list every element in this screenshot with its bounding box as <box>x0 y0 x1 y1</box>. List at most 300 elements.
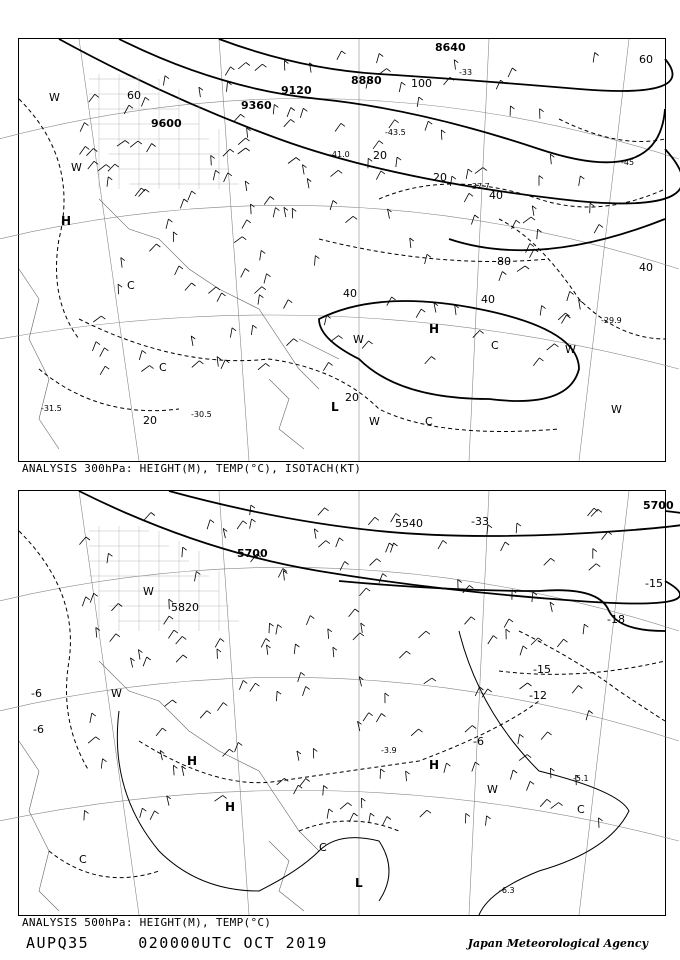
wind-barb-flag <box>548 732 552 735</box>
height-label-5700-a: 5700 <box>237 547 268 560</box>
wind-barb-flag <box>421 309 425 312</box>
wind-barb-flag <box>291 119 295 122</box>
wind-barb-shaft <box>327 809 329 819</box>
wind-barb-shaft <box>96 628 97 638</box>
wind-barb-shaft <box>86 149 93 156</box>
wind-barb-shaft <box>454 60 455 70</box>
wind-barb-flag <box>387 69 391 72</box>
upper-isotherms <box>19 99 665 432</box>
temp-label-lower-4: -15 <box>533 663 551 676</box>
wind-barb-flag <box>428 121 432 124</box>
wind-barb-shaft <box>475 168 483 174</box>
low-center-upper: L <box>331 400 339 414</box>
wind-barb-flag <box>101 316 105 319</box>
wind-barb-shaft <box>370 559 377 566</box>
lower-chart-panel <box>18 490 674 916</box>
wind-barb-shaft <box>217 293 222 302</box>
wind-barb-shaft <box>286 339 293 346</box>
wind-barb-shaft <box>261 639 266 648</box>
wind-barb-shaft <box>225 67 230 76</box>
lower-chart-map <box>19 491 674 915</box>
warm-marker-upper-6: W <box>611 403 622 416</box>
wind-barb-flag <box>274 104 278 107</box>
wind-barb-flag <box>142 350 146 353</box>
warm-marker-lower-1: W <box>111 687 122 700</box>
wind-barb-flag <box>301 672 305 675</box>
wind-barb-shaft <box>363 713 369 721</box>
wind-barb-flag <box>86 537 90 540</box>
wind-barb-flag <box>502 272 506 275</box>
wind-barb-shaft <box>337 51 342 60</box>
wind-barb-flag <box>397 157 401 160</box>
wind-barb-flag <box>96 737 100 740</box>
wind-barb-shaft <box>420 810 427 817</box>
isotach-label-60-a: 60 <box>127 89 141 102</box>
wind-barb-flag <box>520 734 524 737</box>
wind-barb-shaft <box>110 634 116 642</box>
wind-barb-flag <box>103 759 107 762</box>
wind-barb-flag <box>369 713 373 716</box>
temp-label-lower-5: -15 <box>645 577 663 590</box>
wind-barb-flag <box>564 639 568 642</box>
wind-barb-shaft <box>425 254 427 264</box>
wind-barb-flag <box>513 770 517 773</box>
wind-barb-flag <box>241 114 245 117</box>
wind-barb-shaft <box>260 250 262 260</box>
wind-barb-flag <box>125 141 129 144</box>
wind-barb-shaft <box>441 130 442 140</box>
wind-barb-shaft <box>383 817 387 826</box>
wind-barb-shaft <box>98 165 106 171</box>
wind-barb-shaft <box>242 220 247 229</box>
temp-label-upper-5: -45 <box>621 158 635 167</box>
wind-barb-flag <box>92 713 96 716</box>
wind-barb-shaft <box>223 149 230 156</box>
wind-barb-flag <box>512 68 516 71</box>
wind-barb-flag <box>471 617 475 620</box>
wind-barb-shaft <box>557 639 563 647</box>
wind-barb-shaft <box>533 358 539 366</box>
wind-barb-flag <box>192 191 196 194</box>
wind-barb-flag <box>245 269 249 272</box>
height-label-8880: 8880 <box>351 74 382 87</box>
wind-barb-flag <box>326 541 330 544</box>
wind-barb-flag <box>426 631 430 634</box>
wind-barb-shaft <box>169 599 170 609</box>
wind-barb-flag <box>338 170 342 173</box>
wind-barb-flag <box>94 593 98 596</box>
wind-barb-shaft <box>330 201 333 211</box>
wind-barb-flag <box>242 237 246 240</box>
wind-barb-shaft <box>455 305 456 315</box>
wind-barb-shaft <box>121 258 122 268</box>
wind-barb-shaft <box>130 141 138 147</box>
height-label-9120: 9120 <box>281 84 312 97</box>
height-label-5700-b: 5700 <box>643 499 674 512</box>
wind-barb-shaft <box>235 742 239 751</box>
wind-barb-shaft <box>328 629 329 639</box>
chart-product-line <box>26 934 328 952</box>
temp-label-lower-10: -5.1 <box>573 774 589 783</box>
wind-barb-shaft <box>237 521 243 529</box>
wind-barb-flag <box>306 686 310 689</box>
wind-barb-flag <box>370 813 374 816</box>
wind-barb-shaft <box>227 82 228 92</box>
temp-label-lower-9: -3.9 <box>381 746 397 755</box>
temp-label-lower-8: -6 <box>473 735 484 748</box>
wind-barb-shaft <box>399 82 401 92</box>
wind-barb-shaft <box>107 177 108 187</box>
wind-barb-shaft <box>92 342 96 351</box>
low-center-lower: L <box>355 876 363 890</box>
wind-barb-shaft <box>163 76 165 86</box>
wind-barb-flag <box>427 810 431 813</box>
wind-barb-flag <box>183 655 187 658</box>
warm-marker-upper-3: W <box>353 333 364 346</box>
wind-barb-shaft <box>80 123 84 132</box>
wind-barb-flag <box>488 689 492 692</box>
wind-barb-shaft <box>550 154 551 164</box>
wind-barb-shaft <box>540 799 547 806</box>
wind-barb-shaft <box>100 348 105 357</box>
wind-barb-shaft <box>475 687 479 696</box>
wind-barb-flag <box>108 177 112 180</box>
wind-barb-shaft <box>411 729 418 736</box>
wind-barb-flag <box>530 781 534 784</box>
upper-graticule <box>0 39 679 461</box>
cold-center-lower-3: C <box>79 853 87 866</box>
wind-barb-shaft <box>156 728 162 736</box>
lower-thin-contours <box>117 631 629 915</box>
wind-barb-flag <box>220 639 224 642</box>
wind-barb-flag <box>528 683 532 686</box>
wind-barb-flag <box>104 348 108 351</box>
wind-barb-shaft <box>425 357 432 364</box>
wind-barb-flag <box>217 649 221 652</box>
lower-coastline <box>19 661 319 911</box>
isotach-label-20-b: 20 <box>433 171 447 184</box>
wind-barb-flag <box>406 651 410 654</box>
wind-barb-flag <box>341 123 345 126</box>
wind-barb-flag <box>475 215 479 218</box>
wind-barb-flag <box>85 810 89 813</box>
wind-barb-shaft <box>264 197 270 205</box>
wind-barb-shaft <box>100 366 105 375</box>
wind-barb-flag <box>173 765 177 768</box>
wind-barb-shaft <box>368 517 375 525</box>
wind-barb-shaft <box>516 523 517 533</box>
wind-barb-shaft <box>215 639 220 648</box>
wind-barb-flag <box>329 362 333 365</box>
wind-barb-shaft <box>230 328 232 338</box>
wind-barb-flag <box>523 646 527 649</box>
wind-barb-flag <box>275 208 279 211</box>
wind-barb-shaft <box>410 238 411 248</box>
wind-barb-flag <box>327 315 331 318</box>
wind-barb-flag <box>230 67 234 70</box>
analysis-datetime: 020000UTC OCT 2019 <box>138 934 328 952</box>
wind-barb-flag <box>105 366 109 369</box>
wind-barb-shaft <box>276 625 278 635</box>
wind-barb-shaft <box>124 105 129 114</box>
wind-barb-shaft <box>349 609 355 617</box>
wind-barb-flag <box>452 176 456 179</box>
upper-chart-map <box>19 39 665 461</box>
wind-barb-shaft <box>224 173 228 182</box>
wind-barb-shaft <box>537 229 538 239</box>
wind-barb-flag <box>383 574 387 577</box>
lower-chart-caption: ANALYSIS 500hPa: HEIGHT(M), TEMP(°C) <box>22 916 272 929</box>
wind-barb-shaft <box>504 619 509 628</box>
wind-barb-shaft <box>208 287 216 294</box>
temp-label-lower-7: -33 <box>471 515 489 528</box>
wind-barb-shaft <box>180 199 183 208</box>
wind-barb-flag <box>584 624 588 627</box>
wind-barb-shaft <box>373 141 379 149</box>
wind-barb-flag <box>361 798 365 801</box>
temp-label-upper-3: -29.9 <box>601 316 622 325</box>
wind-barb-flag <box>86 597 90 600</box>
wind-barb-flag <box>246 148 250 151</box>
upper-wind-barbs <box>80 51 604 375</box>
wind-barb-flag <box>379 54 383 57</box>
wind-barb-shaft <box>165 700 173 706</box>
cold-center-upper-4: C <box>425 415 433 428</box>
wind-barb-shaft <box>464 193 469 202</box>
wind-barb-flag <box>517 523 521 526</box>
wind-barb-shaft <box>380 769 381 779</box>
isotach-label-80-a: 80 <box>497 255 511 268</box>
wind-barb-shaft <box>255 64 263 71</box>
lower-isotherms <box>19 531 665 878</box>
wind-barb-flag <box>292 208 296 211</box>
wind-barb-shaft <box>593 53 594 63</box>
wind-barb-shaft <box>217 703 223 711</box>
wind-barb-shaft <box>217 357 218 367</box>
high-center-lower-2: H <box>225 800 236 814</box>
wind-barb-flag <box>593 549 597 552</box>
wind-barb-shaft <box>175 266 179 275</box>
wind-barb-flag <box>246 63 250 66</box>
wind-barb-flag <box>324 786 328 789</box>
wind-barb-shaft <box>527 781 531 790</box>
wind-barb-flag <box>252 519 256 522</box>
wind-barb-flag <box>598 509 602 512</box>
wind-barb-flag <box>162 728 166 731</box>
temp-label-lower-6: -18 <box>607 613 625 626</box>
wind-barb-shaft <box>258 363 266 369</box>
wind-barb-shaft <box>589 564 597 571</box>
wind-barb-flag <box>238 742 242 745</box>
wind-barb-flag <box>310 616 314 619</box>
wind-barb-flag <box>165 76 169 79</box>
cold-center-lower-2: C <box>577 803 585 816</box>
wind-barb-flag <box>542 306 546 309</box>
wind-barb-flag <box>431 357 435 360</box>
wind-barb-shaft <box>144 513 151 521</box>
wind-barb-flag <box>377 559 381 562</box>
wind-barb-shaft <box>444 763 447 773</box>
wind-barb-shaft <box>473 330 480 337</box>
wind-barb-shaft <box>416 309 421 318</box>
upper-coastline <box>19 199 339 449</box>
wind-barb-flag <box>232 328 236 331</box>
wind-barb-shaft <box>117 141 125 147</box>
isotach-label-40-d: 40 <box>639 261 653 274</box>
wind-barb-shaft <box>90 713 92 723</box>
wind-barb-shaft <box>278 569 283 578</box>
wind-barb-shaft <box>547 344 555 350</box>
wind-barb-shaft <box>499 272 502 281</box>
wind-barb-flag <box>538 638 542 641</box>
warm-marker-upper-5: W <box>369 415 380 428</box>
wind-barb-flag <box>472 726 476 729</box>
wind-barb-flag <box>291 108 295 111</box>
wind-barb-flag <box>210 520 214 523</box>
wind-barb-shaft <box>594 224 599 233</box>
wind-barb-shaft <box>273 104 274 114</box>
wind-barb-flag <box>353 216 357 219</box>
high-center-lower-3: H <box>429 758 440 772</box>
wind-barb-flag <box>115 164 119 167</box>
wind-barb-flag <box>262 287 266 290</box>
wind-barb-shaft <box>185 283 192 291</box>
wind-barb-flag <box>551 558 555 561</box>
wind-barb-flag <box>266 639 270 642</box>
wind-barb-flag <box>360 633 364 636</box>
wind-barb-flag <box>506 629 510 632</box>
wind-barb-shaft <box>541 732 548 740</box>
wind-barb-flag <box>527 755 531 758</box>
wind-barb-flag <box>487 816 491 819</box>
wind-barb-flag <box>578 686 582 689</box>
wind-barb-flag <box>145 189 149 192</box>
wind-barb-shaft <box>292 208 293 218</box>
wind-barb-shaft <box>111 604 118 611</box>
wind-barb-flag <box>147 657 151 660</box>
isotach-label-20-d: 20 <box>345 391 359 404</box>
wind-barb-flag <box>394 543 398 546</box>
wind-barb-shaft <box>90 593 94 602</box>
temp-label-upper-1: -30.5 <box>191 410 212 419</box>
wind-barb-flag <box>223 703 227 706</box>
wind-barb-flag <box>151 513 155 516</box>
wind-barb-shaft <box>438 540 443 549</box>
wind-barb-flag <box>216 287 220 290</box>
wind-barb-flag <box>253 325 257 328</box>
wind-barb-flag <box>396 513 400 516</box>
wind-barb-flag <box>443 540 447 543</box>
wind-barb-flag <box>381 714 385 717</box>
lower-wind-barbs <box>79 505 611 828</box>
wind-barb-shaft <box>176 636 183 644</box>
temp-label-upper-8: -37.7 <box>469 182 490 191</box>
wind-barb-shaft <box>386 543 390 552</box>
wind-barb-shaft <box>369 813 371 823</box>
wind-barb-flag <box>207 711 211 714</box>
wind-barb-shaft <box>340 803 348 810</box>
cold-center-lower-1: C <box>319 841 327 854</box>
wind-barb-shaft <box>501 542 506 551</box>
wind-barb-flag <box>441 130 445 133</box>
wind-barb-flag <box>427 254 431 257</box>
wind-barb-shaft <box>544 558 551 565</box>
wind-barb-shaft <box>550 768 551 778</box>
wind-barb-flag <box>401 82 405 85</box>
wind-barb-flag <box>183 547 187 550</box>
wind-barb-flag <box>138 141 142 144</box>
wind-barb-shaft <box>425 121 428 130</box>
wind-barb-shaft <box>389 120 395 128</box>
wind-barb-flag <box>246 138 250 141</box>
wind-barb-shaft <box>149 244 156 251</box>
wind-barb-flag <box>266 363 270 366</box>
wind-barb-shaft <box>88 737 96 743</box>
wind-barb-shaft <box>264 274 267 284</box>
wind-barb-flag <box>270 197 274 200</box>
wind-barb-shaft <box>254 287 261 294</box>
wind-barb-shaft <box>466 169 468 179</box>
wind-barb-flag <box>251 505 255 508</box>
wind-barb-flag <box>145 97 149 100</box>
wind-barb-flag <box>493 636 497 639</box>
wind-barb-shaft <box>335 123 341 131</box>
temp-label-upper-2: -31.5 <box>41 404 62 413</box>
high-center-upper-1: H <box>61 214 72 228</box>
wind-barb-shaft <box>238 148 246 154</box>
wind-barb-flag <box>243 521 247 524</box>
wind-barb-flag <box>196 571 200 574</box>
wind-barb-shaft <box>599 818 600 828</box>
wind-barb-shaft <box>323 786 324 796</box>
wind-barb-flag <box>345 562 349 565</box>
wind-barb-shaft <box>276 691 277 701</box>
wind-barb-shaft <box>572 686 578 694</box>
wind-barb-shaft <box>294 644 295 654</box>
wind-barb-shaft <box>300 779 306 787</box>
wind-barb-flag <box>306 779 310 782</box>
wind-barb-flag <box>570 291 574 294</box>
wind-barb-flag <box>296 158 300 161</box>
wind-barb-flag <box>375 517 379 520</box>
wind-barb-flag <box>354 813 358 816</box>
wind-barb-shaft <box>288 158 296 164</box>
wind-barb-flag <box>93 149 97 152</box>
wind-barb-flag <box>129 105 133 108</box>
wind-barb-flag <box>381 171 385 174</box>
wind-barb-shaft <box>377 54 380 64</box>
wind-barb-flag <box>118 284 122 287</box>
wind-barb-flag <box>155 811 159 814</box>
wind-barb-flag <box>580 176 584 179</box>
wind-barb-shaft <box>200 711 207 719</box>
wind-barb-flag <box>261 250 265 253</box>
wind-barb-shaft <box>141 366 149 372</box>
wind-barb-flag <box>313 748 317 751</box>
wind-barb-shaft <box>331 170 339 176</box>
wind-barb-shaft <box>166 219 168 229</box>
wind-barb-flag <box>469 193 473 196</box>
wind-barb-shaft <box>108 164 115 171</box>
wind-barb-flag <box>531 217 535 220</box>
wind-barb-shaft <box>84 810 85 820</box>
temp-label-upper-7: -43.5 <box>385 128 406 137</box>
wind-barb-flag <box>288 300 292 303</box>
wind-barb-shaft <box>150 811 155 820</box>
wind-barb-shaft <box>88 161 94 169</box>
wind-barb-shaft <box>234 114 241 121</box>
wind-barb-shaft <box>551 803 559 809</box>
